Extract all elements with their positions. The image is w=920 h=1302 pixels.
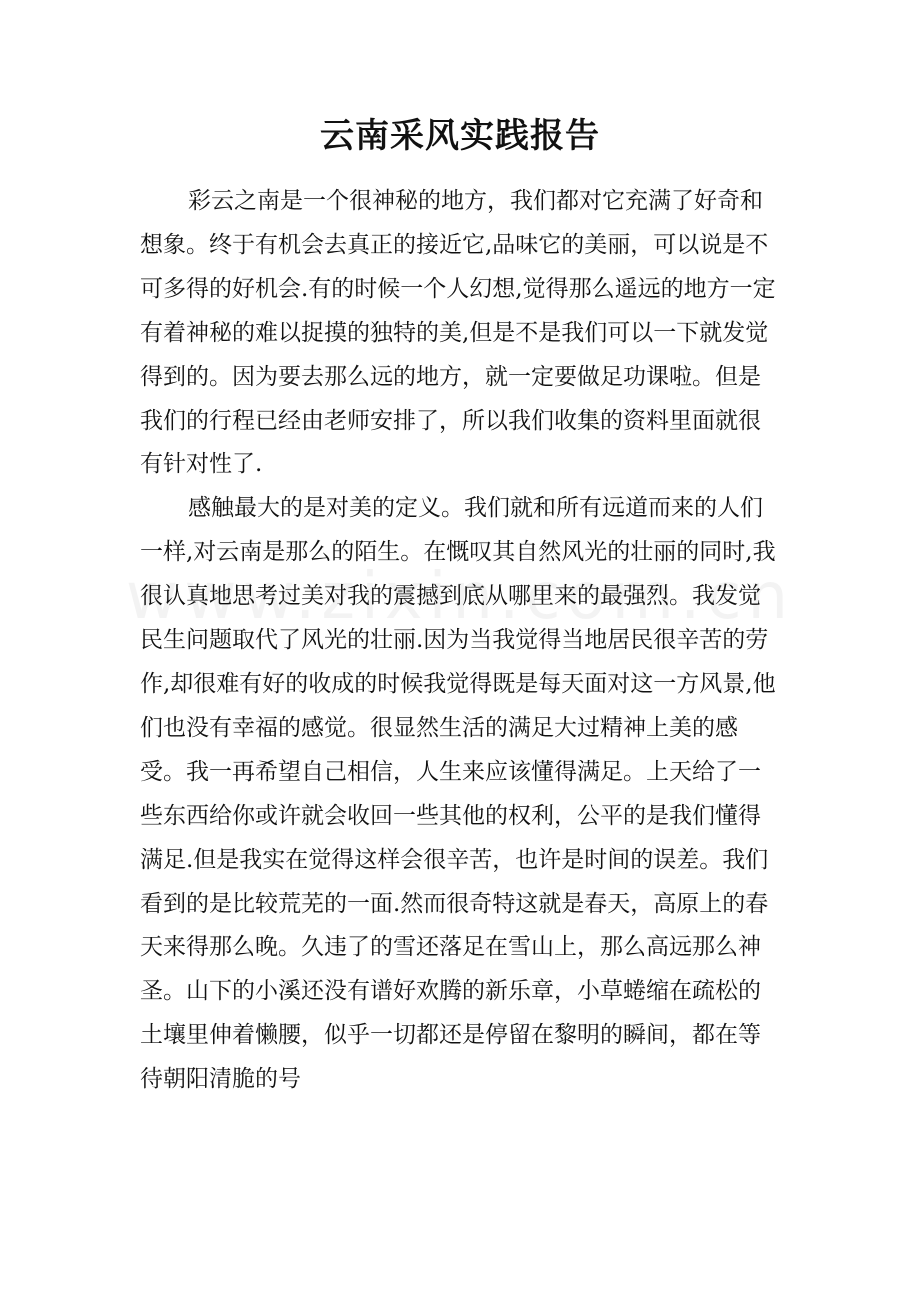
document-title: 云南采风实践报告 (320, 116, 600, 156)
paragraph-2: 感触最大的是对美的定义。我们就和所有远道而来的人们一样,对云南是那么的陌生。在慨叹其自然风光的壮丽的同时,我很认真地思考过美对我的震撼到底从哪里来的最强烈。我发觉民生问题取代了风光的壮丽.因为当我觉得当地居民很辛苦的劳作,却很难有好的收成的时候我觉得既是每天面对这一方风景,他们也没有幸福的感觉。很显然生活的满足大过精神上美的感受。我一再希望自己相信，人生来应该懂得满足。上天给了一些东西给你或许就会收回一些其他的权利，公平的是我们懂得满足.但是我实在觉得这样会很辛苦，也许是时间的误差。我们看到的是比较荒芜的一面.然而很奇特这就是春天，高原上的春天来得那么晚。久违了的雪还落足在雪山上，那么高远那么神圣。山下的小溪还没有谱好欢腾的新乐章，小草蜷缩在疏松的土壤里伸着懒腰，似乎一切都还是停留在黎明的瞬间，都在等待朝阳清脆的号 (140, 495, 776, 1093)
document-body (140, 180, 782, 1102)
paragraph-1: 彩云之南是一个很神秘的地方，我们都对它充满了好奇和想象。终于有机会去真正的接近它,品味它的美丽，可以说是不可多得的好机会.有的时候一个人幻想,觉得那么遥远的地方一定有着神秘的难以捉摸的独特的美,但是不是我们可以一下就发觉得到的。因为要去那么远的地方，就一定要做足功课啦。但是我们的行程已经由老师安排了，所以我们收集的资料里面就很有针对性了. (140, 188, 776, 478)
